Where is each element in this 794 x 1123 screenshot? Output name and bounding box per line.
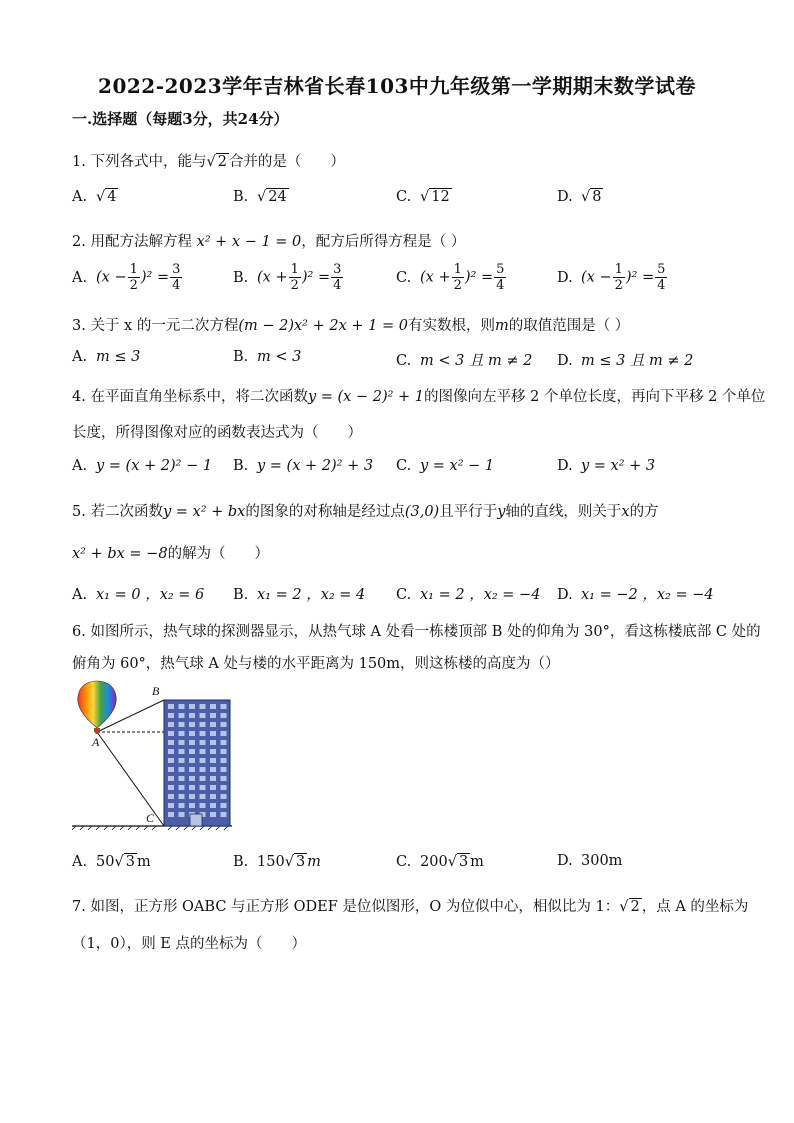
building-window — [221, 704, 227, 709]
q3-option-d[interactable]: D. m ≤ 3 且 m ≠ 2 — [557, 353, 694, 369]
building-window — [168, 776, 174, 781]
q3-option-b[interactable]: B. m < 3 — [233, 349, 302, 365]
building-window — [200, 722, 206, 727]
building-window — [179, 704, 185, 709]
building-window — [179, 749, 185, 754]
building-window — [189, 785, 195, 790]
building-window — [221, 722, 227, 727]
building-window — [189, 794, 195, 799]
q5-option-b[interactable]: B. x₁ = 2 ，x₂ = 4 — [233, 587, 366, 603]
building-window — [221, 767, 227, 772]
q4-option-a[interactable]: A. y = (x + 2)² − 1 — [72, 458, 213, 474]
building-window — [200, 731, 206, 736]
question-5-line-1: 5. 若二次函数y = x² + bx的图象的对称轴是经过点(3,0)且平行于y轴的直线，则关于x的方 — [72, 504, 659, 520]
q2-option-d[interactable]: D. (x − $\frac{1}{2}$ )² = $\frac{5}{4}$ — [557, 262, 666, 293]
building-window — [210, 785, 216, 790]
q2-option-a[interactable]: A. (x − $\frac{1}{2}$ )² = $\frac{3}{4}$ — [72, 262, 181, 293]
question-7-line-1: 7. 如图，正方形 OABC 与正方形 ODEF 是位似图形，O 为位似中心，相似比为 1：√ 2 ，点 A 的坐标为 — [72, 899, 749, 915]
building-window — [179, 803, 185, 808]
building-window — [179, 713, 185, 718]
building-window — [221, 731, 227, 736]
building-window — [210, 713, 216, 718]
q1-option-c[interactable]: C. √ 12 — [396, 189, 450, 205]
q1-text-b: 合并的是（ ） — [228, 154, 345, 170]
building-window — [200, 794, 206, 799]
question-4-line-1: 4. 在平面直角坐标系中，将二次函数y = (x − 2)² + 1的图像向左平移 2 个单位长度，再向下平移 2 个单位 — [72, 389, 766, 405]
q4-option-d[interactable]: D. y = x² + 3 — [557, 458, 656, 474]
q3-option-c[interactable]: C. m < 3 且 m ≠ 2 — [396, 353, 533, 369]
building-window — [168, 812, 174, 817]
building-window — [179, 740, 185, 745]
q3-option-a[interactable]: A. m ≤ 3 — [72, 349, 141, 365]
building-window — [168, 704, 174, 709]
label-c: C — [146, 811, 155, 825]
building-window — [179, 776, 185, 781]
q2-option-b[interactable]: B. (x + $\frac{1}{2}$ )² = $\frac{3}{4}$ — [233, 262, 342, 293]
building-window — [210, 812, 216, 817]
q6-option-c[interactable]: C. 200√ 3 m — [396, 854, 484, 870]
q1-radicand: 2 — [217, 154, 227, 170]
building-window — [221, 812, 227, 817]
building-window — [189, 803, 195, 808]
building-window — [200, 776, 206, 781]
building-window — [221, 785, 227, 790]
q5-option-d[interactable]: D. x₁ = −2 ，x₂ = −4 — [557, 587, 714, 603]
q1-option-d[interactable]: D. √ 8 — [557, 189, 602, 205]
building-window — [189, 713, 195, 718]
building-window — [200, 740, 206, 745]
building-window — [200, 803, 206, 808]
building-window — [168, 713, 174, 718]
q3-equation: (m − 2)x² + 2x + 1 = 0 — [238, 318, 408, 334]
building-window — [210, 767, 216, 772]
building-window — [221, 803, 227, 808]
point-a — [95, 730, 99, 734]
building-window — [200, 767, 206, 772]
building-window — [200, 758, 206, 763]
building-window — [221, 749, 227, 754]
q5-function: y = x² + bx — [162, 504, 246, 520]
building-window — [200, 785, 206, 790]
question-6-line-1: 6. 如图所示，热气球的探测器显示，从热气球 A 处看一栋楼顶部 B 处的仰角为 30°，看这栋楼底部 C 处的 — [72, 624, 761, 640]
building-window — [189, 767, 195, 772]
question-1-stem: 1. 下列各式中，能与√ 2 合并的是（ ） — [72, 154, 345, 170]
building-window — [200, 704, 206, 709]
question-4-line-2: 长度，所得图像对应的函数表达式为（ ） — [72, 425, 362, 441]
building-window — [168, 785, 174, 790]
building-window — [221, 758, 227, 763]
building-window — [210, 722, 216, 727]
building-window — [179, 731, 185, 736]
exam-title: 2022-2023学年吉林省长春103中九年级第一学期期末数学试卷 — [98, 74, 696, 98]
q6-option-b[interactable]: B. 150√ 3 m — [233, 854, 321, 870]
q4-option-b[interactable]: B. y = (x + 2)² + 3 — [233, 458, 374, 474]
q1-text-a: 1. 下列各式中，能与 — [72, 154, 207, 170]
building-window — [179, 794, 185, 799]
building-window — [179, 758, 185, 763]
q6-option-a[interactable]: A. 50√ 3 m — [72, 854, 151, 870]
building-window — [179, 785, 185, 790]
q5-option-a[interactable]: A. x₁ = 0 ，x₂ = 6 — [72, 587, 205, 603]
building-window — [200, 713, 206, 718]
building-window — [221, 713, 227, 718]
q5-option-c[interactable]: C. x₁ = 2 ，x₂ = −4 — [396, 587, 541, 603]
building-window — [221, 794, 227, 799]
q5-equation: x² + bx = −8 — [72, 546, 168, 562]
building-window — [189, 758, 195, 763]
q1-option-a[interactable]: A. √ 4 — [72, 189, 117, 205]
building-window — [210, 803, 216, 808]
building-window — [210, 731, 216, 736]
building-window — [168, 749, 174, 754]
building-window — [179, 812, 185, 817]
building-window — [168, 767, 174, 772]
building-window — [189, 749, 195, 754]
building-window — [179, 767, 185, 772]
building-window — [210, 794, 216, 799]
label-a: A — [92, 735, 100, 749]
section-heading: 一.选择题（每题3分，共24分） — [72, 110, 289, 128]
q4-option-c[interactable]: C. y = x² − 1 — [396, 458, 495, 474]
question-3-stem: 3. 关于 x 的一元二次方程(m − 2)x² + 2x + 1 = 0有实数根，则m的取值范围是（ ） — [72, 318, 630, 334]
question-2-stem: 2. 用配方法解方程 x² + x − 1 = 0，配方后所得方程是（ ） — [72, 234, 466, 250]
q2-option-c[interactable]: C. (x + $\frac{1}{2}$ )² = $\frac{5}{4}$ — [396, 262, 505, 293]
building-window — [221, 740, 227, 745]
building-window — [210, 749, 216, 754]
q1-option-b[interactable]: B. √ 24 — [233, 189, 287, 205]
building-window — [168, 731, 174, 736]
q6-option-d[interactable]: D. 300m — [557, 853, 623, 869]
hot-air-balloon — [78, 681, 117, 728]
label-b: B — [152, 684, 160, 698]
building-window — [168, 740, 174, 745]
balloon-building-figure — [72, 676, 238, 830]
building-window — [189, 776, 195, 781]
building-window — [179, 722, 185, 727]
question-5-line-2: x² + bx = −8的解为（ ） — [72, 546, 270, 562]
q4-equation: y = (x − 2)² + 1 — [307, 389, 425, 405]
building-window — [189, 704, 195, 709]
building-window — [210, 776, 216, 781]
building-window — [210, 704, 216, 709]
question-7-line-2: （1，0），则 E 点的坐标为（ ） — [72, 936, 307, 952]
building-window — [210, 758, 216, 763]
q2-equation: x² + x − 1 = 0 — [196, 234, 302, 250]
building-window — [168, 803, 174, 808]
building-window — [168, 794, 174, 799]
building-window — [221, 776, 227, 781]
building-door — [190, 814, 202, 826]
question-6-line-2: 俯角为 60°，热气球 A 处与楼的水平距离为 150m，则这栋楼的高度为（） — [72, 656, 560, 672]
building-window — [210, 740, 216, 745]
building-window — [189, 740, 195, 745]
building-window — [200, 749, 206, 754]
building-window — [189, 722, 195, 727]
building-window — [168, 758, 174, 763]
building-window — [189, 731, 195, 736]
building-window — [168, 722, 174, 727]
